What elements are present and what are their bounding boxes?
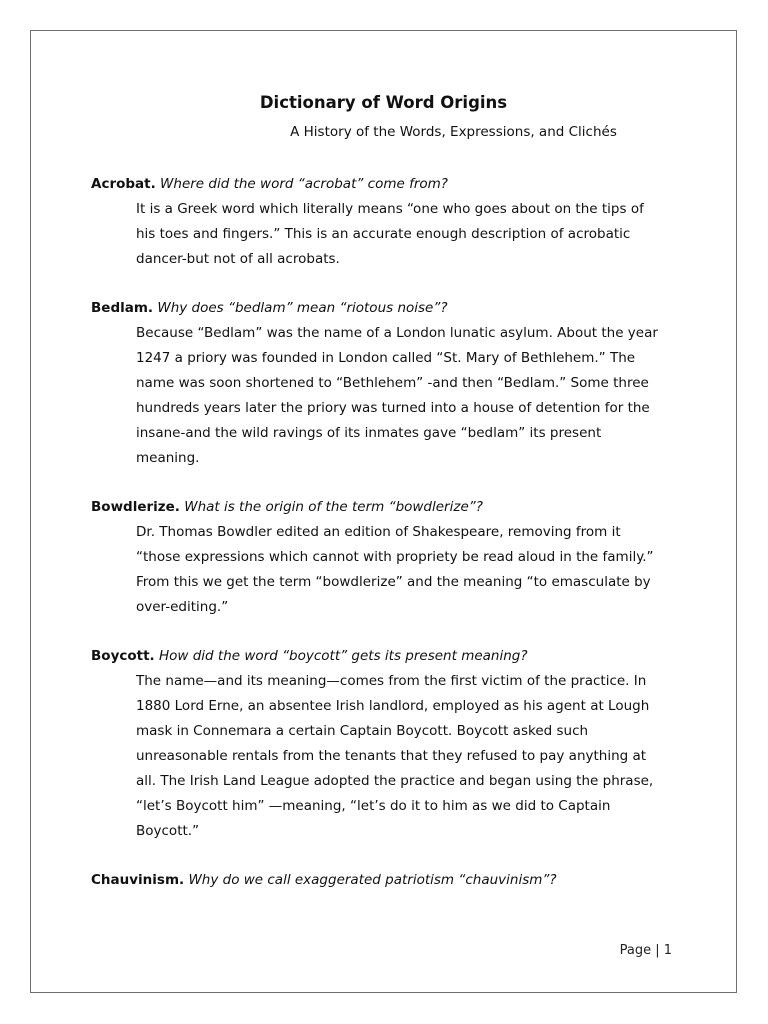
document-title: Dictionary of Word Origins — [259, 93, 508, 112]
entry-term: Acrobat. — [91, 176, 156, 192]
entry-heading — [91, 868, 681, 893]
document-subtitle-text: A History of the Words, Expressions, and Clichés — [290, 124, 617, 140]
answer-line: “those expressions which cannot with propriety be read aloud in the family.” — [136, 549, 654, 565]
answer-line: insane-and the wild ravings of its inmates gave “bedlam” its present — [136, 425, 602, 441]
entry-term: Boycott. — [91, 648, 155, 664]
entry-answer — [136, 669, 681, 844]
entry-term: Chauvinism. — [91, 872, 185, 888]
entry-heading — [91, 495, 681, 520]
entry-term: Bedlam. — [91, 300, 154, 316]
dictionary-entry — [91, 644, 681, 844]
answer-line: hundreds years later the priory was turned into a house of detention for the — [136, 400, 650, 416]
answer-line: Because “Bedlam” was the name of a London lunatic asylum. About the year — [136, 325, 658, 341]
answer-line: unreasonable rentals from the tenants that they refused to pay anything at — [136, 748, 647, 764]
answer-line: Boycott.” — [136, 823, 200, 839]
document-subtitle — [31, 124, 736, 140]
dictionary-entry — [91, 495, 681, 620]
dictionary-entry — [91, 868, 681, 893]
entry-question: Why does “bedlam” mean “riotous noise”? — [157, 300, 448, 316]
answer-line: mask in Connemara a certain Captain Boycott. Boycott asked such — [136, 723, 589, 739]
answer-line: all. The Irish Land League adopted the practice and began using the phrase, — [136, 773, 654, 789]
dictionary-entry — [91, 172, 681, 272]
entry-heading — [91, 296, 681, 321]
document-page — [30, 30, 737, 993]
answer-line: Dr. Thomas Bowdler edited an edition of Shakespeare, removing from it — [136, 524, 621, 540]
answer-line: over-editing.” — [136, 599, 229, 615]
answer-line: “let’s Boycott him” —meaning, “let’s do it to him as we did to Captain — [136, 798, 611, 814]
entry-answer — [136, 520, 681, 620]
answer-line: his toes and fingers.” This is an accurate enough description of acrobatic — [136, 226, 631, 242]
answer-line: meaning. — [136, 450, 200, 466]
page-number: Page | 1 — [619, 943, 672, 958]
dictionary-entry — [91, 296, 681, 471]
entry-term: Bowdlerize. — [91, 499, 180, 515]
entry-question: Why do we call exaggerated patriotism “chauvinism”? — [188, 872, 557, 888]
entry-question: How did the word “boycott” gets its present meaning? — [158, 648, 528, 664]
answer-line: From this we get the term “bowdlerize” and the meaning “to emasculate by — [136, 574, 651, 590]
entry-question: What is the origin of the term “bowdlerize”? — [184, 499, 483, 515]
answer-line: It is a Greek word which literally means “one who goes about on the tips of — [136, 201, 644, 217]
entry-answer — [136, 197, 681, 272]
entry-answer — [136, 321, 681, 471]
entry-heading — [91, 644, 681, 669]
entry-question: Where did the word “acrobat” come from? — [160, 176, 448, 192]
answer-line: 1247 a priory was founded in London called “St. Mary of Bethlehem.” The — [136, 350, 636, 366]
answer-line: name was soon shortened to “Bethlehem” -and then “Bedlam.” Some three — [136, 375, 649, 391]
answer-line: 1880 Lord Erne, an absentee Irish landlord, employed as his agent at Lough — [136, 698, 650, 714]
answer-line: dancer-but not of all acrobats. — [136, 251, 340, 267]
entry-heading — [91, 172, 681, 197]
answer-line: The name—and its meaning—comes from the first victim of the practice. In — [136, 673, 647, 689]
entries-list — [91, 172, 681, 917]
